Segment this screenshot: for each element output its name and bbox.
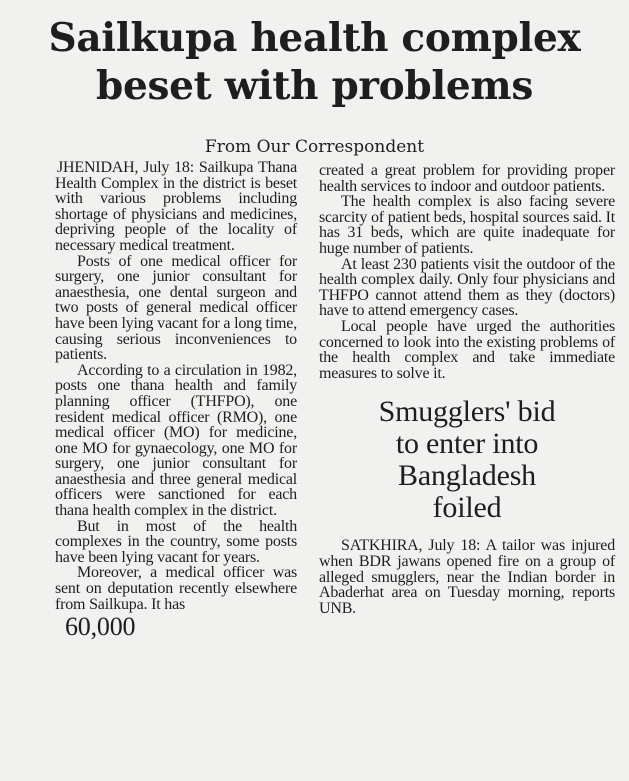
- second-headline-line-3: Bangladesh: [398, 459, 536, 493]
- main-headline-line-1: Sailkupa health complex: [48, 15, 581, 61]
- main-headline: [0, 14, 629, 110]
- paragraph: But in most of the health complexes in the country, some posts have been lying vacant for years.: [55, 517, 297, 566]
- paragraph: Posts of one medical officer for surgery, one junior consultant for anaesthesia, one dental surgeon and two posts of general medical officer have been lying vacant for a long time, causing serious inconveniences to patients.: [55, 252, 297, 364]
- second-headline-line-4: foiled: [432, 491, 502, 525]
- paragraph: created a great problem for providing proper health services to indoor and outdoor patients.: [319, 162, 615, 195]
- second-headline-line-1: Smugglers' bid: [378, 395, 556, 429]
- paragraph: Local people have urged the authorities concerned to look into the existing problems of the health complex and take immediate measures to solve it.: [319, 317, 615, 382]
- paragraph: JHENIDAH, July 18: Sailkupa Thana Health Complex in the district is beset with various problems including shortage of physicians and medicines, depriving people of the locality of necessary medical treatment.: [55, 159, 297, 254]
- second-headline-line-2: to enter into: [395, 427, 539, 461]
- byline: From Our Correspondent: [204, 137, 425, 157]
- right-column: [319, 163, 615, 616]
- paragraph: Moreover, a medical officer was sent on deputation recently elsewhere from Sailkupa. It has: [55, 564, 297, 613]
- paragraph: At least 230 patients visit the outdoor of the health complex daily. Only four physicians and THFPO cannot attend them as they (doctors) have to attend emergency cases.: [319, 255, 615, 320]
- cutoff-text: 60,000: [65, 612, 136, 642]
- paragraph: According to a circulation in 1982, posts one thana health and family planning officer (THFPO), one resident medical officer (RMO), one medical officer (MO) for medicine, one MO for gynaecology, one MO for surgery, one junior consultant for anaesthesia and three general medical officers were sanctioned for each thana health complex in the district.: [55, 361, 297, 520]
- second-headline: [319, 396, 615, 524]
- main-headline-line-2: beset with problems: [95, 63, 534, 109]
- left-column: [55, 160, 297, 640]
- paragraph: The health complex is also facing severe scarcity of patient beds, hospital sources said. It has 31 beds, which are quite inadequate for huge number of patients.: [319, 193, 615, 257]
- paragraph: SATKHIRA, July 18: A tailor was injured when BDR jawans opened fire on a group of alleged smugglers, near the Indian border in Abaderhat area on Tuesday morning, reports UNB.: [319, 537, 615, 617]
